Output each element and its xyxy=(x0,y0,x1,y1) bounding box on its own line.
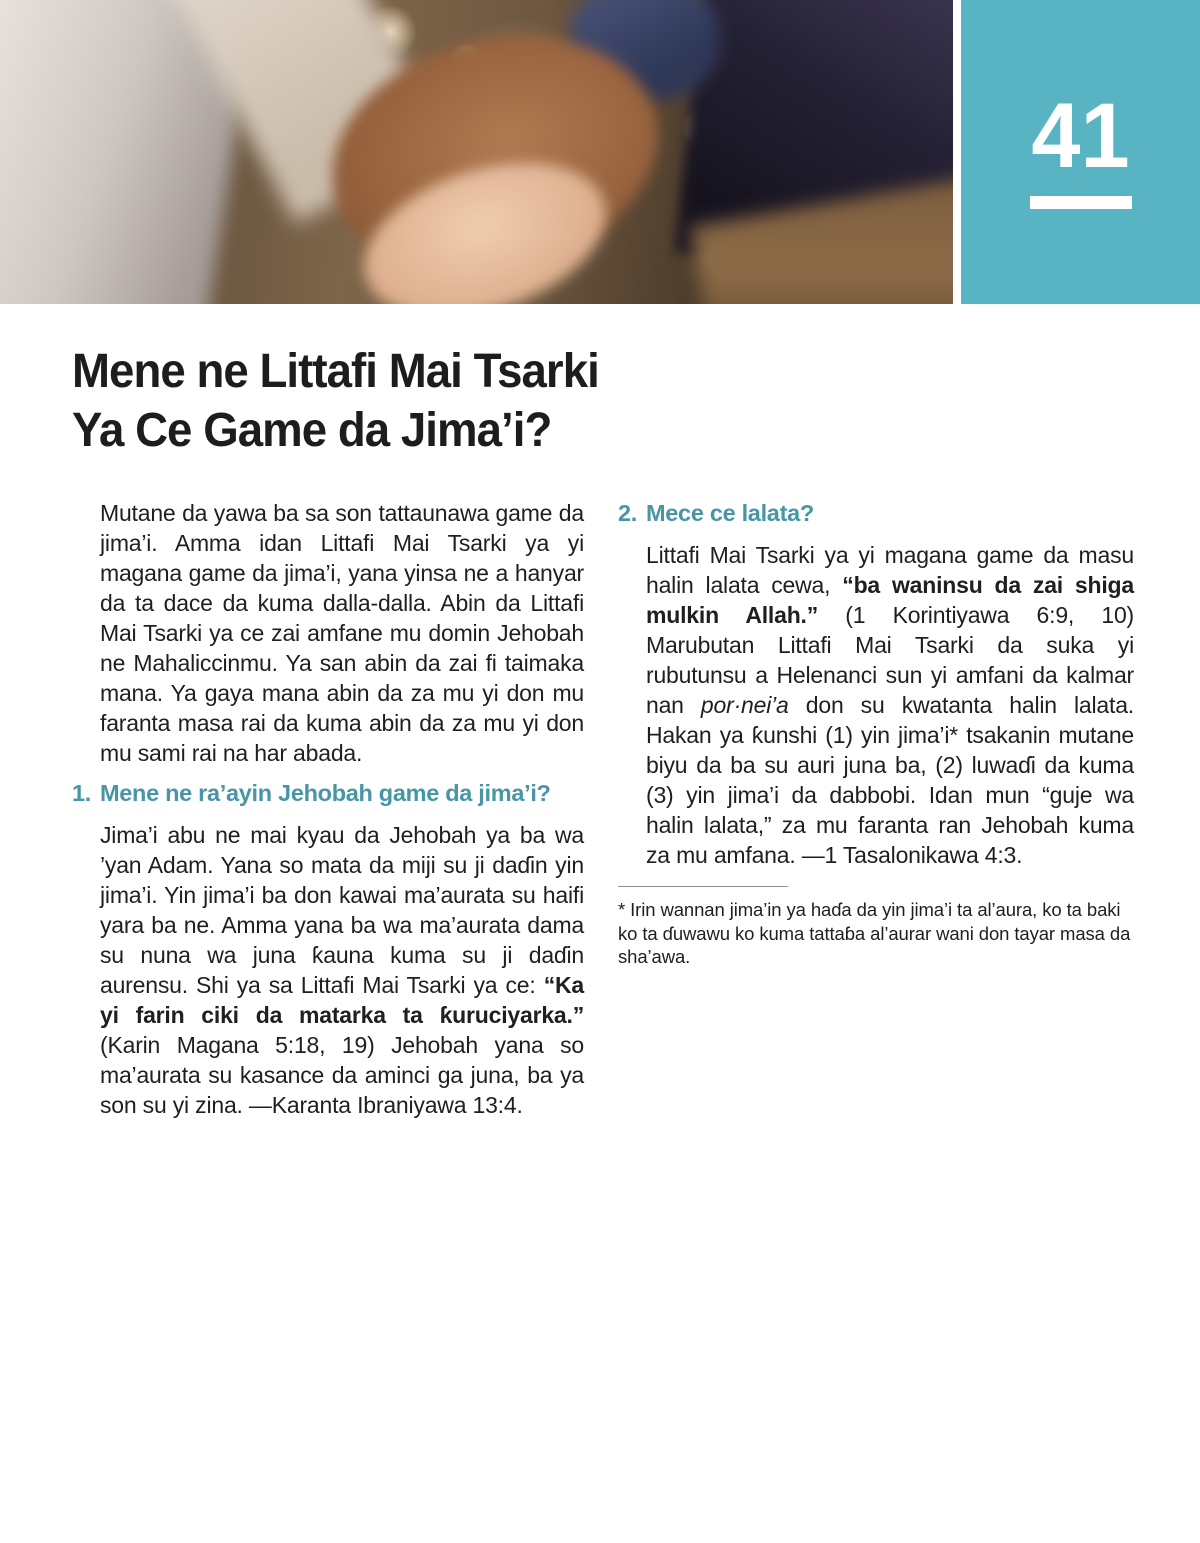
lesson-number-underline xyxy=(1030,196,1132,209)
section-1-title: Mene ne ra’ayin Jehobah game da jima’i? xyxy=(100,780,551,806)
lesson-number: 41 xyxy=(1031,85,1130,187)
page-title-line-1: Mene ne Littafi Mai Tsarki xyxy=(72,345,599,398)
lesson-number-badge xyxy=(961,0,1200,304)
section-1-heading xyxy=(72,778,584,808)
left-column xyxy=(72,498,584,1120)
section-1-paragraph: Jima’i abu ne mai kyau da Jehobah ya ba wa ’yan Adam. Yana so mata da miji su ji daɗin yin jima’i. Yin jima’i ba don kawai ma’aurata su haifi yara ba ne. Amma yana ba wa ma’aurata dama su nuna wa juna ƙauna kuma su ji daɗin aurensu. Shi ya sa Littafi Mai Tsarki ya ce: “Ka yi farin ciki da matarka ta ƙuruciyarka.” (Karin Magana 5:18, 19) Jehobah yana so ma’aurata su kasance da aminci ga juna, ba ya son su yi zina. —Karanta Ibraniyawa 13:4. xyxy=(100,822,584,1118)
right-column xyxy=(618,498,1134,969)
photo-holding-hands xyxy=(0,0,953,304)
page-title xyxy=(72,342,599,460)
intro-paragraph: Mutane da yawa ba sa son tattaunawa game da jima’i. Amma idan Littafi Mai Tsarki ya yi magana game da jima’i, yana yinsa ne a hanyar da ta dace da kuma dalla-dalla. Abin da Littafi Mai Tsarki ya ce zai amfane mu domin Jehobah ne Mahaliccinmu. Ya san abin da zai fi taimaka mana. Ya gaya mana abin da za mu yi don mu faranta masa rai da kuma abin da za mu yi don mu sami rai na har abada. xyxy=(100,500,584,766)
section-1-number: 1. xyxy=(72,780,91,806)
page-title-line-2: Ya Ce Game da Jima’i? xyxy=(72,404,552,457)
section-2-title: Mece ce lalata? xyxy=(646,500,814,526)
footnote-divider xyxy=(618,886,788,887)
section-2-paragraph: Littafi Mai Tsarki ya yi magana game da masu halin lalata cewa, “ba waninsu da zai shiga mulkin Allah.” (1 Korintiyawa 6:9, 10) Marubutan Littafi Mai Tsarki da suka yi rubutunsu a Helenanci sun yi amfani da kalmar nan por·nei’a don su kwatanta halin lalata. Hakan ya ƙunshi (1) yin jima’i* tsakanin mutane biyu da ba su auri juna ba, (2) luwaɗi da kuma (3) yin jima’i da dabbobi. Idan mun “guje wa halin lalata,” za mu faranta ran Jehobah kuma za mu amfana. —1 Tasalonikawa 4:3. xyxy=(646,542,1134,868)
section-2-number: 2. xyxy=(618,500,637,526)
section-2-heading xyxy=(618,498,1134,528)
footnote-text: * Irin wannan jima’in ya haɗa da yin jima’i ta al’aura, ko ta baki ko ta ɗuwawu ko kuma tattaɓa al’aurar wani don tayar masa da sha’awa. xyxy=(618,899,1131,967)
